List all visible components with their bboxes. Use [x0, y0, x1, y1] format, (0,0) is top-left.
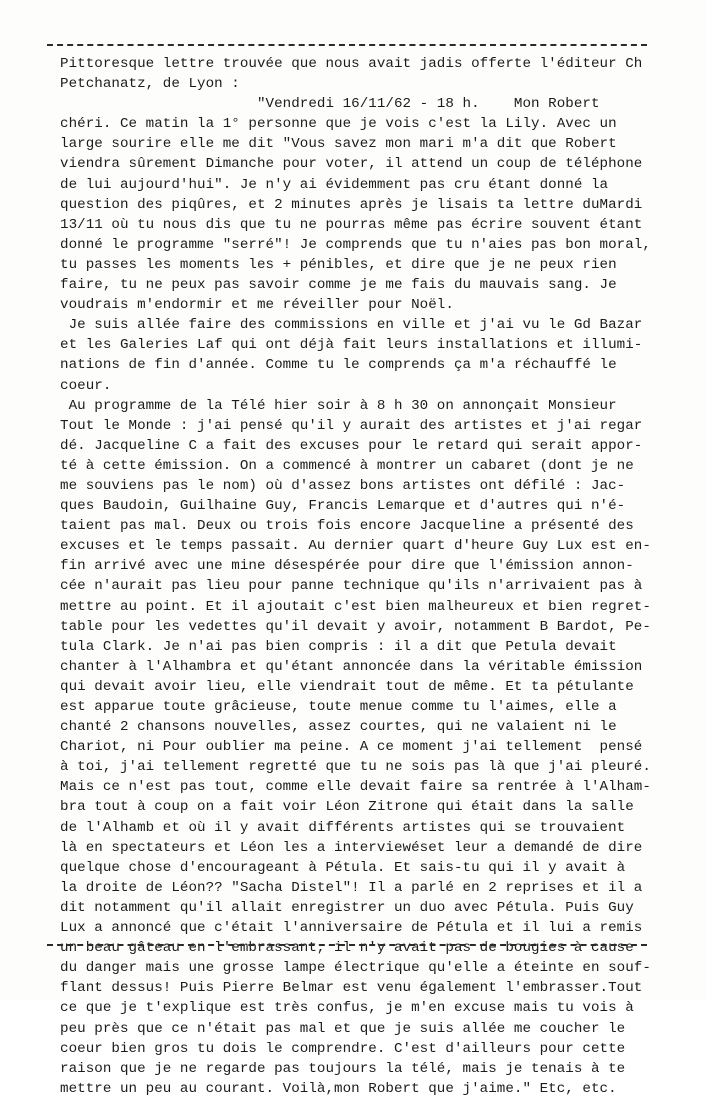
text-line: large sourire elle me dit "Vous savez mon mari m'a dit que Robert	[60, 136, 617, 153]
text-line: Petchanatz, de Lyon :	[60, 76, 240, 93]
text-line: tula Clark. Je n'ai pas bien compris : il a dit que Petula devait	[60, 638, 617, 655]
text-line: Lux a annoncé que c'était l'anniversaire de Pétula et il lui a remis	[60, 920, 643, 937]
text-line: nations de fin d'année. Comme tu le comprends ça m'a réchauffé le	[60, 357, 617, 374]
text-line: viendra sûrement Dimanche pour voter, il attend un coup de téléphone	[60, 156, 643, 173]
text-line: donné le programme "serré"! Je comprends que tu n'aies pas bon moral,	[60, 236, 651, 253]
text-line: à toi, j'ai tellement regretté que tu ne sois pas là que j'ai pleuré.	[60, 759, 651, 776]
text-line: dé. Jacqueline C a fait des excuses pour le retard qui serait appor-	[60, 437, 643, 454]
text-line: Tout le Monde : j'ai pensé qu'il y aurait des artistes et j'ai regar	[60, 417, 643, 434]
letter-text	[60, 54, 650, 1099]
text-line: ce que je t'explique est très confus, je m'en excuse mais tu vois à	[60, 1000, 634, 1017]
text-line: cée n'aurait pas lieu pour panne technique qu'ils n'arrivaient pas à	[60, 578, 643, 595]
text-line: qui devait avoir lieu, elle viendrait tout de même. Et ta pétulante	[60, 678, 634, 695]
text-line: chéri. Ce matin la 1° personne que je vois c'est la Lily. Avec un	[60, 116, 617, 133]
text-line: est apparue toute grâcieuse, toute menue comme tu l'aimes, elle a	[60, 699, 617, 715]
text-line: de lui aujourd'hui". Je n'y ai évidemment pas cru étant donné la	[60, 176, 609, 193]
text-line: Chariot, ni Pour oublier ma peine. A ce moment j'ai tellement pensé	[60, 739, 643, 756]
text-line: un beau gâteau en l'embrassant, il n'y avait pas de bougies à cause	[60, 940, 634, 957]
bottom-dashed-rule	[47, 944, 647, 946]
text-line: bra tout à coup on a fait voir Léon Zitrone qui était dans la salle	[60, 799, 634, 816]
text-line: quelque chose d'encourageant à Pétula. Et sais-tu qui il y avait à	[60, 859, 626, 876]
text-line: de l'Alhamb et où il y avait différents artistes qui se trouvaient	[60, 819, 626, 836]
text-line: faire, tu ne peux pas savoir comme je me fais du mauvais sang. Je	[60, 277, 617, 294]
text-line: coeur.	[60, 377, 112, 394]
text-line: taient pas mal. Deux ou trois fois encore Jacqueline a présenté des	[60, 518, 634, 535]
text-line: mettre un peu au courant. Voilà,mon Robert que j'aime." Etc, etc.	[60, 1080, 617, 1097]
text-line: peu près que ce n'était pas mal et que je suis allée me coucher le	[60, 1020, 626, 1037]
text-line: chanter à l'Alhambra et qu'étant annoncée dans la véritable émission	[60, 658, 643, 675]
text-line: tu passes les moments les + pénibles, et dire que je ne peux rien	[60, 256, 617, 273]
text-line: raison que je ne regarde pas toujours la télé, mais je tenais à te	[60, 1060, 626, 1077]
text-line: question des piqûres, et 2 minutes après je lisais ta lettre duMardi	[60, 196, 643, 213]
text-line: Pittoresque lettre trouvée que nous avait jadis offerte l'éditeur Ch	[60, 56, 643, 72]
text-line: du danger mais une grosse lampe électrique qu'elle a éteinte en souf-	[60, 960, 651, 977]
text-line: voudrais m'endormir et me réveiller pour Noël.	[60, 297, 454, 314]
top-dashed-rule	[47, 44, 647, 46]
text-line: fin arrivé avec une mine désespérée pour dire que l'émission annon-	[60, 558, 634, 575]
text-line: excuses et le temps passait. Au dernier quart d'heure Guy Lux est en-	[60, 538, 651, 555]
text-line: coeur bien gros tu dois le comprendre. C'est d'ailleurs pour cette	[60, 1040, 626, 1057]
text-line: flant dessus! Puis Pierre Belmar est venu également l'embrasser.Tout	[60, 980, 643, 997]
text-line: table pour les vedettes qu'il devait y avoir, notamment B Bardot, Pe-	[60, 618, 651, 635]
text-line: dit notamment qu'il allait enregistrer un duo avec Pétula. Puis Guy	[60, 899, 634, 916]
text-line: 13/11 où tu nous dis que tu ne pourras même pas écrire souvent étant	[60, 216, 643, 233]
text-line: "Vendredi 16/11/62 - 18 h. Mon Robert	[60, 96, 600, 113]
text-line: Au programme de la Télé hier soir à 8 h 30 on annonçait Monsieur	[60, 397, 617, 414]
text-line: Mais ce n'est pas tout, comme elle devait faire sa rentrée à l'Alham-	[60, 779, 651, 796]
text-line: ques Baudoin, Guilhaine Guy, Francis Lemarque et d'autres qui n'é-	[60, 498, 626, 515]
text-line: Je suis allée faire des commissions en ville et j'ai vu le Gd Bazar	[60, 317, 643, 334]
text-line: té à cette émission. On a commencé à montrer un cabaret (dont je ne	[60, 457, 634, 474]
text-line: me souviens pas le nom) où d'assez bons artistes ont défilé : Jac-	[60, 477, 626, 494]
text-line: la droite de Léon?? "Sacha Distel"! Il a parlé en 2 reprises et il a	[60, 879, 643, 896]
text-line: et les Galeries Laf qui ont déjà fait leurs installations et illumi-	[60, 337, 643, 354]
text-line: là en spectateurs et Léon les a interviewéset leur a demandé de dire	[60, 839, 643, 856]
text-line: mettre au point. Et il ajoutait c'est bien malheureux et bien regret-	[60, 598, 651, 615]
text-line: chanté 2 chansons nouvelles, assez courtes, qui ne valaient ni le	[60, 719, 617, 736]
